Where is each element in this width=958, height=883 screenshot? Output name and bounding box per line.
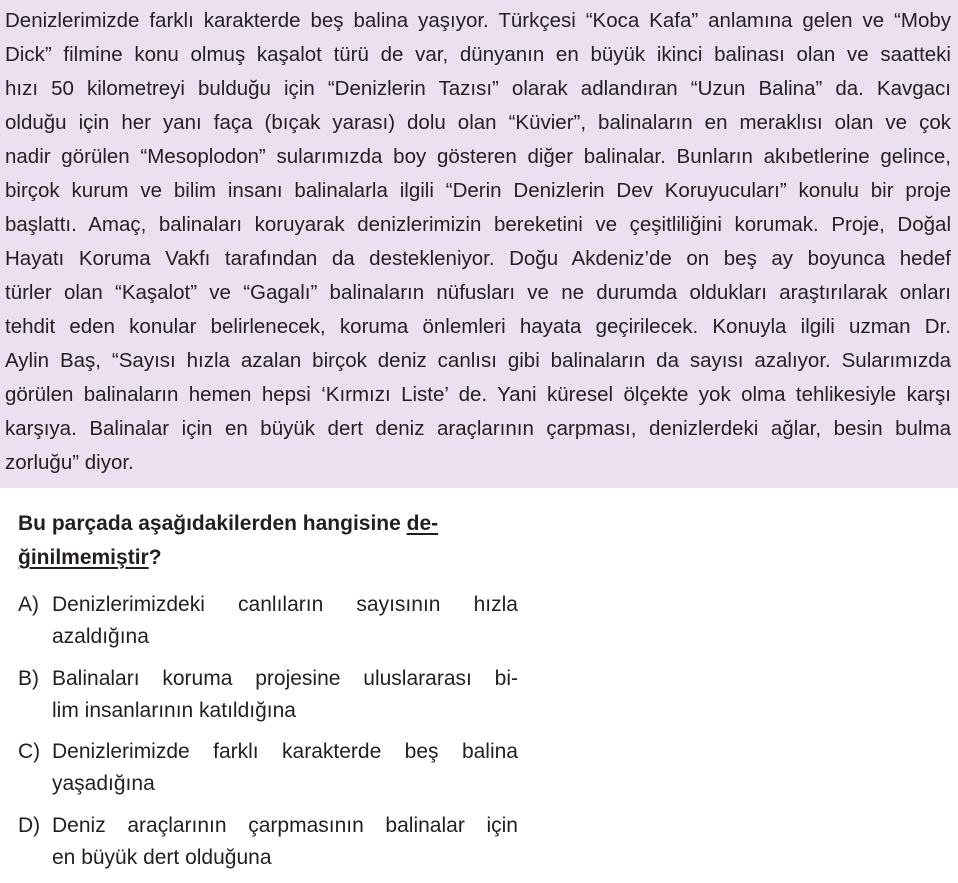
passage-line: görülen balinaların hemen hepsi ‘Kırmızı Liste’ de. Yani küresel ölçekte yok olma tehlikesiyle karşı bbox=[5, 383, 951, 406]
option-letter: A) bbox=[18, 593, 39, 616]
option-text bbox=[52, 810, 518, 874]
option-text bbox=[52, 663, 518, 727]
question-emphasis: de- bbox=[406, 512, 439, 535]
question-line-2 bbox=[18, 541, 518, 575]
passage-line: karşıya. Balinalar için en büyük dert deniz araçlarının çarpması, denizlerdeki ağlar, besin bulma bbox=[5, 417, 951, 440]
passage-line: Dick” filmine konu olmuş kaşalot türü de var, dünyanın en büyük ikinci balinası olan ve saatteki bbox=[5, 43, 951, 66]
option-letter: B) bbox=[18, 667, 39, 690]
option-text-line: lim insanlarının katıldığına bbox=[52, 699, 296, 722]
option-text bbox=[52, 589, 518, 653]
option-text-line: en büyük dert olduğuna bbox=[52, 846, 272, 869]
question-emphasis: ğinilmemiştir bbox=[18, 546, 149, 569]
option-letter: C) bbox=[18, 740, 41, 763]
passage-line: birçok kurum ve bilim insanı balinalarla ilgili “Derin Denizlerin Dev Koruyucuları” konulu bir proje bbox=[5, 179, 951, 202]
question-stem bbox=[18, 507, 518, 575]
passage-line: başlattı. Amaç, balinaları koruyarak denizlerimizin bereketini ve çeşitliliğini korumak. Proje, Doğal bbox=[5, 213, 951, 236]
passage-line: zorluğu” diyor. bbox=[5, 451, 134, 474]
passage-line: olduğu için her yanı faça (bıçak yarası) dolu olan “Küvier”, balinaların en meraklısı olan ve çok bbox=[5, 111, 951, 134]
passage-line: Hayatı Koruma Vakfı tarafından da destekleniyor. Doğu Akdeniz’de on beş ay boyunca hedef bbox=[5, 247, 951, 270]
question-mark: ? bbox=[148, 546, 162, 569]
option-letter: D) bbox=[18, 814, 41, 837]
passage-line: Denizlerimizde farklı karakterde beş balina yaşıyor. Türkçesi “Koca Kafa” anlamına gelen ve “Moby bbox=[5, 9, 951, 32]
option-text-line: Deniz araçlarının çarpmasının balinalar için bbox=[52, 814, 518, 837]
passage-line: tehdit eden konular belirlenecek, koruma önlemleri hayata geçirilecek. Konuyla ilgili uzman Dr. bbox=[5, 315, 951, 338]
passage-line: türler olan “Kaşalot” ve “Gagalı” balinaların nüfusları ve ne durumda oldukları araştırılarak onları bbox=[5, 281, 951, 304]
option-text-line: azaldığına bbox=[52, 625, 149, 648]
option-text-line: Balinaları koruma projesine uluslararası bi- bbox=[52, 667, 518, 690]
question-text: Bu parçada aşağıdakilerden hangisine bbox=[18, 512, 407, 535]
option-text bbox=[52, 736, 518, 800]
passage-line: nadir görülen “Mesoplodon” sularımızda boy gösteren diğer balinalar. Bunların akıbetlerine gelince, bbox=[5, 145, 951, 168]
option-text-line: yaşadığına bbox=[52, 772, 155, 795]
option-text-line: Denizlerimizdeki canlıların sayısının hızla bbox=[52, 593, 518, 616]
passage-line: hızı 50 kilometreyi bulduğu için “Denizlerin Tazısı” olarak adlandıran “Uzun Balina” da. Kavgacı bbox=[5, 77, 951, 100]
passage-line: Aylin Baş, “Sayısı hızla azalan birçok deniz canlısı gibi balinaların da sayısı azalıyor. Sularımızda bbox=[5, 349, 951, 372]
question-line-1 bbox=[18, 507, 518, 541]
option-text-line: Denizlerimizde farklı karakterde beş balina bbox=[52, 740, 518, 763]
